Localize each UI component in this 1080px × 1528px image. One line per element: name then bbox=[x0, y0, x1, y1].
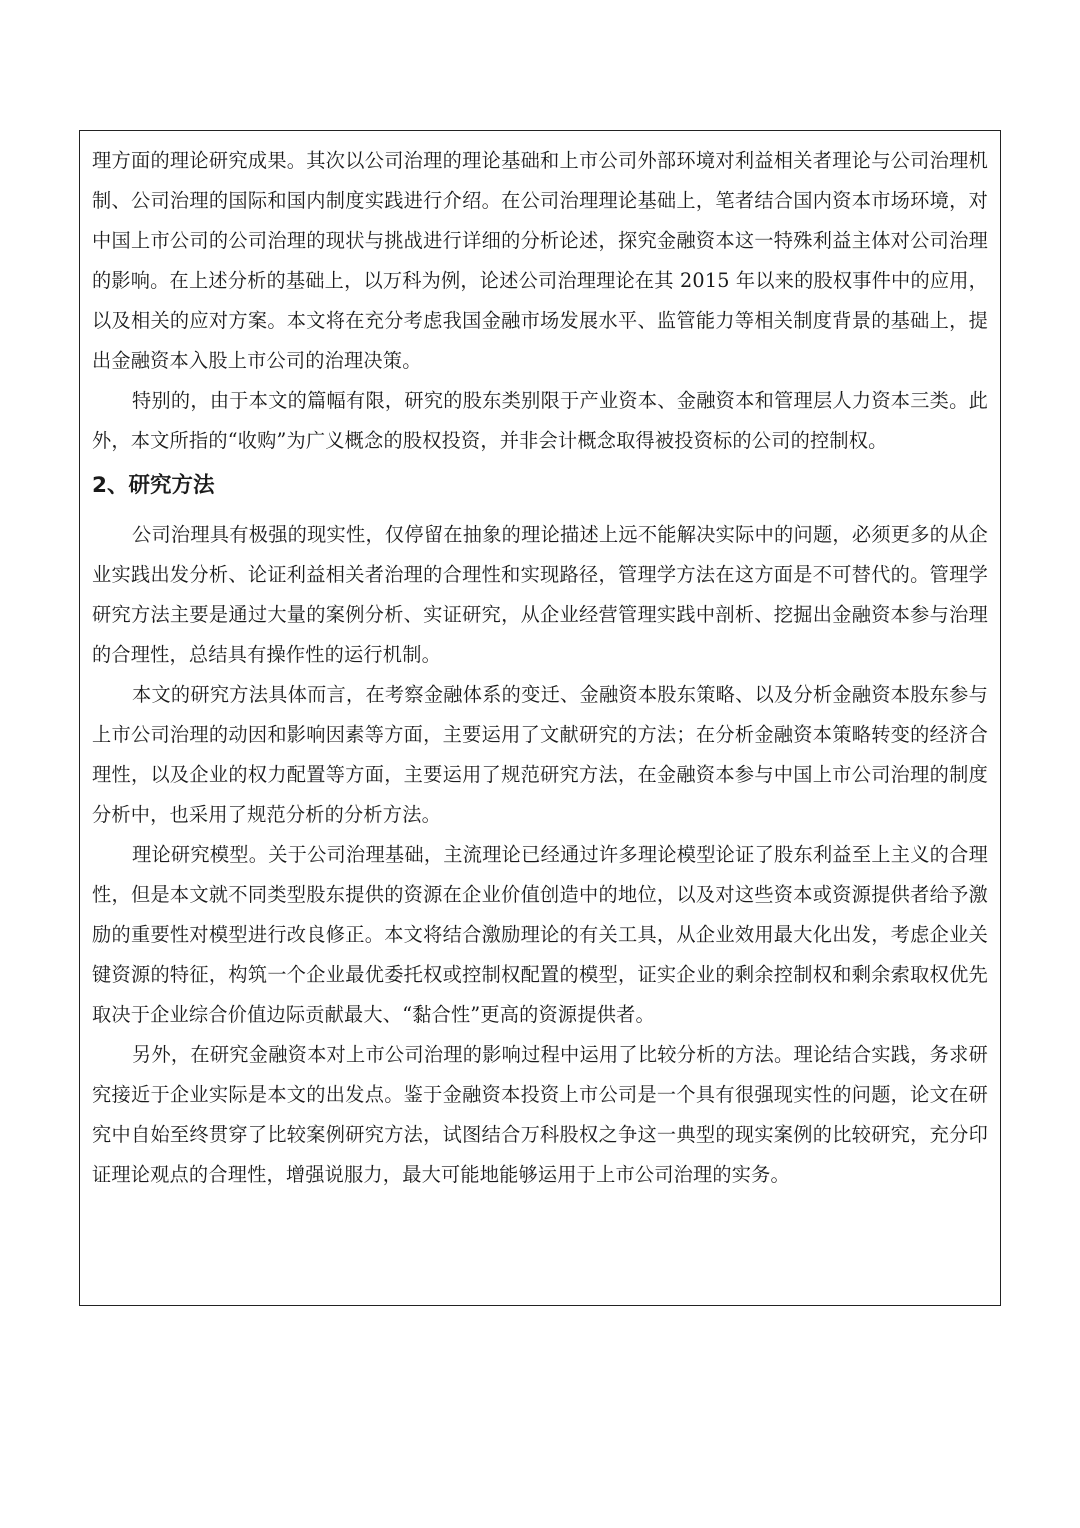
paragraph-research-content: 理方面的理论研究成果。其次以公司治理的理论基础和上市公司外部环境对利益相关者理论与公司治理机制、公司治理的国际和国内制度实践进行介绍。在公司治理理论基础上，笔者结合国内资本市场环境，对中国上市公司的公司治理的现状与挑战进行详细的分析论述，探究金融资本这一特殊利益主体对公司治理的影响。在上述分析的基础上，以万科为例，论述公司治理理论在其 2015 年以来的股权事件中的应用，以及相关的应对方案。本文将在充分考虑我国金融市场发展水平、监管能力等相关制度背景的基础上，提出金融资本入股上市公司的治理决策。 bbox=[92, 149, 988, 372]
paragraph-comparative-analysis: 另外，在研究金融资本对上市公司治理的影响过程中运用了比较分析的方法。理论结合实践，务求研究接近于企业实际是本文的出发点。鉴于金融资本投资上市公司是一个具有很强现实性的问题，论文在研究中自始至终贯穿了比较案例研究方法，试图结合万科股权之争这一典型的现实案例的比较研究，充分印证理论观点的合理性，增强说服力，最大可能地能够运用于上市公司治理的实务。 bbox=[92, 1043, 988, 1186]
paragraph-literature-normative-methods: 本文的研究方法具体而言，在考察金融体系的变迁、金融资本股东策略、以及分析金融资本股东参与上市公司治理的动因和影响因素等方面，主要运用了文献研究的方法；在分析金融资本策略转变的经济合理性，以及企业的权力配置等方面，主要运用了规范研究方法，在金融资本参与中国上市公司治理的制度分析中，也采用了规范分析的分析方法。 bbox=[92, 683, 988, 826]
section-heading-research-methods: 2、研究方法 bbox=[92, 473, 215, 498]
paragraph-theoretical-model: 理论研究模型。关于公司治理基础，主流理论已经通过许多理论模型论证了股东利益至上主义的合理性，但是本文就不同类型股东提供的资源在企业价值创造中的地位，以及对这些资本或资源提供者给予激励的重要性对模型进行改良修正。本文将结合激励理论的有关工具，从企业效用最大化出发，考虑企业关键资源的特征，构筑一个企业最优委托权或控制权配置的模型，证实企业的剩余控制权和剩余索取权优先取决于企业综合价值边际贡献最大、“黏合性”更高的资源提供者。 bbox=[92, 843, 988, 1026]
paragraph-management-methods: 公司治理具有极强的现实性，仅停留在抽象的理论描述上远不能解决实际中的问题，必须更多的从企业实践出发分析、论证利益相关者治理的合理性和实现路径，管理学方法在这方面是不可替代的。管理学研究方法主要是通过大量的案例分析、实证研究，从企业经营管理实践中剖析、挖掘出金融资本参与治理的合理性，总结具有操作性的运行机制。 bbox=[92, 523, 988, 666]
paragraph-research-scope: 特别的，由于本文的篇幅有限，研究的股东类别限于产业资本、金融资本和管理层人力资本三类。此外，本文所指的“收购”为广义概念的股权投资，并非会计概念取得被投资标的公司的控制权。 bbox=[92, 389, 988, 452]
document-frame bbox=[79, 130, 1001, 1306]
